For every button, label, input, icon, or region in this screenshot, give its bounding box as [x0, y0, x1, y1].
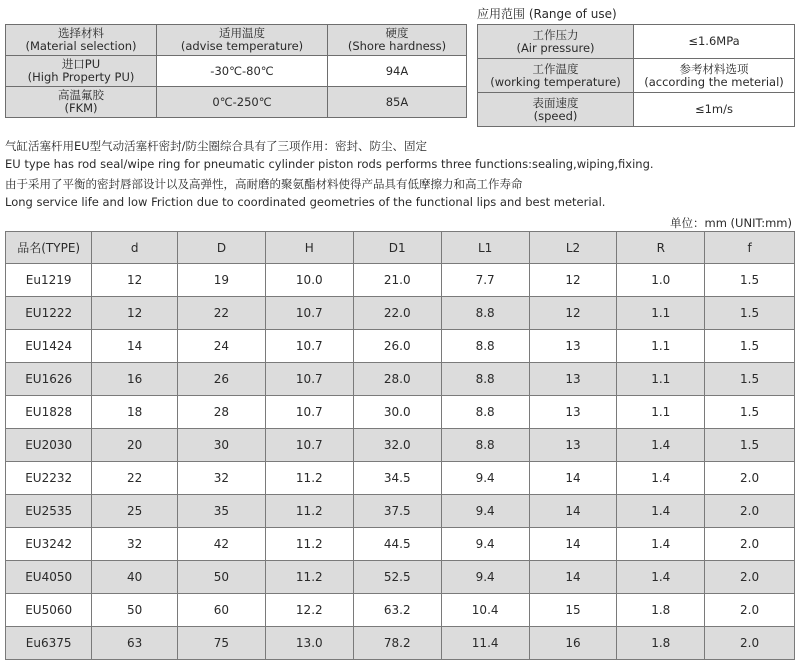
value-cell: 32 [92, 528, 178, 561]
material-name-cn: 高温氟胶 [58, 88, 104, 102]
value-cell: 1.5 [705, 429, 795, 462]
table-row [6, 528, 795, 561]
value-cell: 1.1 [617, 330, 705, 363]
value-cell: 26 [178, 363, 266, 396]
hardness-header-cell [328, 25, 467, 56]
value-cell: 11.2 [265, 462, 353, 495]
value-cell: 10.7 [265, 429, 353, 462]
value-cell: 40 [92, 561, 178, 594]
value-cell: 8.8 [441, 396, 529, 429]
temperature-header-cell [157, 25, 328, 56]
value-cell: 50 [178, 561, 266, 594]
value-cell: 32.0 [353, 429, 441, 462]
range-label-cell [478, 93, 634, 127]
range-value: ≤1m/s [694, 102, 734, 116]
type-cell: Eu1219 [6, 264, 92, 297]
value-cell: 50 [92, 594, 178, 627]
value-cell: 8.8 [441, 429, 529, 462]
range-label-cell [478, 25, 634, 59]
material-hardness-cell: 85A [328, 87, 467, 118]
type-cell: EU1626 [6, 363, 92, 396]
column-header: D [178, 232, 266, 264]
value-cell: 37.5 [353, 495, 441, 528]
range-row-pressure [478, 25, 795, 59]
value-cell: 1.8 [617, 594, 705, 627]
value-cell: 9.4 [441, 462, 529, 495]
value-cell: 14 [529, 495, 617, 528]
range-value-cell [634, 25, 795, 59]
value-cell: 8.8 [441, 363, 529, 396]
value-cell: 75 [178, 627, 266, 660]
value-cell: 2.0 [705, 594, 795, 627]
value-cell: 22 [92, 462, 178, 495]
value-cell: 22.0 [353, 297, 441, 330]
type-cell: EU2030 [6, 429, 92, 462]
value-cell: 44.5 [353, 528, 441, 561]
value-cell: 1.8 [617, 627, 705, 660]
value-cell: 13 [529, 363, 617, 396]
value-cell: 14 [92, 330, 178, 363]
value-cell: 2.0 [705, 462, 795, 495]
description-line-cn-1: 气缸活塞杆用EU型气动活塞杆密封/防尘圈综合具有了三项作用：密封、防尘、固定 [5, 139, 428, 153]
value-cell: 12.2 [265, 594, 353, 627]
spec-table-body [6, 264, 795, 660]
material-name-cell [6, 56, 157, 87]
value-cell: 13 [529, 396, 617, 429]
value-cell: 13 [529, 429, 617, 462]
value-cell: 9.4 [441, 528, 529, 561]
table-row [6, 264, 795, 297]
type-cell: EU5060 [6, 594, 92, 627]
range-label-cell [478, 59, 634, 93]
value-cell: 1.4 [617, 495, 705, 528]
value-cell: 10.7 [265, 330, 353, 363]
material-table [5, 24, 467, 118]
value-cell: 60 [178, 594, 266, 627]
value-cell: 28 [178, 396, 266, 429]
value-cell: 9.4 [441, 495, 529, 528]
type-cell: Eu6375 [6, 627, 92, 660]
value-cell: 9.4 [441, 561, 529, 594]
spec-table-header [6, 232, 795, 264]
value-cell: 18 [92, 396, 178, 429]
value-cell: 63 [92, 627, 178, 660]
column-header: 品名(TYPE) [6, 232, 92, 264]
value-cell: 8.8 [441, 330, 529, 363]
value-cell: 2.0 [705, 561, 795, 594]
value-cell: 63.2 [353, 594, 441, 627]
type-cell: EU3242 [6, 528, 92, 561]
type-cell: EU1424 [6, 330, 92, 363]
value-cell: 8.8 [441, 297, 529, 330]
table-row [6, 429, 795, 462]
value-cell: 24 [178, 330, 266, 363]
table-row [6, 297, 795, 330]
type-cell: EU1222 [6, 297, 92, 330]
value-cell: 42 [178, 528, 266, 561]
value-cell: 78.2 [353, 627, 441, 660]
description-line-en-2: Long service life and low Friction due to coordinated geometries of the functional lips and best meterial. [5, 195, 606, 209]
value-cell: 14 [529, 561, 617, 594]
value-cell: 1.5 [705, 396, 795, 429]
range-label-cn: 工作压力 [532, 27, 579, 42]
table-row [6, 495, 795, 528]
material-row-fkm [6, 87, 467, 118]
value-cell: 11.2 [265, 528, 353, 561]
range-value-cell [634, 59, 795, 93]
range-label-en: (Air pressure) [516, 40, 595, 55]
header-en: (Material selection) [25, 39, 137, 53]
column-header: H [265, 232, 353, 264]
range-value-cn: 参考材料选项 [679, 61, 749, 76]
unit-label: 单位：mm (UNIT:mm) [670, 216, 792, 230]
value-cell: 30.0 [353, 396, 441, 429]
value-cell: 2.0 [705, 627, 795, 660]
material-hardness-cell: 94A [328, 56, 467, 87]
value-cell: 28.0 [353, 363, 441, 396]
type-cell: EU2535 [6, 495, 92, 528]
value-cell: 10.7 [265, 396, 353, 429]
column-header: R [617, 232, 705, 264]
value-cell: 1.1 [617, 396, 705, 429]
column-header: L2 [529, 232, 617, 264]
range-label-cn: 表面速度 [532, 95, 579, 110]
value-cell: 15 [529, 594, 617, 627]
range-of-use-title: 应用范围 (Range of use) [477, 7, 617, 21]
description-line-en-1: EU type has rod seal/wipe ring for pneumatic cylinder piston rods performs three functions:sealing,wiping,fixing. [5, 157, 654, 171]
value-cell: 52.5 [353, 561, 441, 594]
range-label-cn: 工作温度 [532, 61, 579, 76]
value-cell: 1.1 [617, 297, 705, 330]
table-row [6, 330, 795, 363]
table-row [6, 363, 795, 396]
value-cell: 1.5 [705, 363, 795, 396]
header-cn: 适用温度 [219, 26, 265, 40]
value-cell: 35 [178, 495, 266, 528]
value-cell: 11.2 [265, 561, 353, 594]
description-line-cn-2: 由于采用了平衡的密封唇部设计以及高弹性，高耐磨的聚氨酯材料使得产品具有低摩擦力和高工作寿命 [5, 177, 523, 191]
range-value-cell [634, 93, 795, 127]
value-cell: 1.5 [705, 297, 795, 330]
range-value: ≤1.6MPa [688, 34, 740, 48]
value-cell: 1.4 [617, 528, 705, 561]
value-cell: 1.5 [705, 330, 795, 363]
value-cell: 10.7 [265, 297, 353, 330]
value-cell: 34.5 [353, 462, 441, 495]
material-name-cell [6, 87, 157, 118]
value-cell: 11.2 [265, 495, 353, 528]
value-cell: 25 [92, 495, 178, 528]
value-cell: 2.0 [705, 528, 795, 561]
type-cell: EU4050 [6, 561, 92, 594]
material-row-pu [6, 56, 467, 87]
range-label-en: (speed) [533, 108, 578, 123]
value-cell: 12 [529, 264, 617, 297]
column-header: D1 [353, 232, 441, 264]
type-cell: EU2232 [6, 462, 92, 495]
range-value-en: (according the meterial) [644, 74, 784, 89]
value-cell: 26.0 [353, 330, 441, 363]
value-cell: 30 [178, 429, 266, 462]
value-cell: 1.4 [617, 429, 705, 462]
material-header-cell [6, 25, 157, 56]
header-en: (Shore hardness) [347, 39, 447, 53]
value-cell: 10.4 [441, 594, 529, 627]
value-cell: 13 [529, 330, 617, 363]
table-row [6, 627, 795, 660]
value-cell: 16 [92, 363, 178, 396]
material-name-en: (FKM) [64, 101, 98, 115]
value-cell: 22 [178, 297, 266, 330]
value-cell: 19 [178, 264, 266, 297]
value-cell: 10.7 [265, 363, 353, 396]
range-row-temperature [478, 59, 795, 93]
value-cell: 14 [529, 528, 617, 561]
header-cn: 硬度 [385, 26, 409, 40]
value-cell: 10.0 [265, 264, 353, 297]
value-cell: 12 [529, 297, 617, 330]
value-cell: 1.4 [617, 561, 705, 594]
material-table-header [6, 25, 467, 56]
table-row [6, 561, 795, 594]
value-cell: 11.4 [441, 627, 529, 660]
value-cell: 7.7 [441, 264, 529, 297]
value-cell: 21.0 [353, 264, 441, 297]
table-row [6, 462, 795, 495]
header-cn: 选择材料 [58, 26, 104, 40]
table-row [6, 594, 795, 627]
value-cell: 12 [92, 264, 178, 297]
value-cell: 16 [529, 627, 617, 660]
column-header: L1 [441, 232, 529, 264]
column-header: f [705, 232, 795, 264]
value-cell: 14 [529, 462, 617, 495]
value-cell: 20 [92, 429, 178, 462]
range-row-speed [478, 93, 795, 127]
value-cell: 32 [178, 462, 266, 495]
value-cell: 2.0 [705, 495, 795, 528]
range-label-en: (working temperature) [490, 74, 621, 89]
value-cell: 1.1 [617, 363, 705, 396]
column-header: d [92, 232, 178, 264]
value-cell: 12 [92, 297, 178, 330]
material-temp-cell: -30℃-80℃ [157, 56, 328, 87]
value-cell: 1.0 [617, 264, 705, 297]
table-row [6, 396, 795, 429]
type-cell: EU1828 [6, 396, 92, 429]
spec-table [5, 231, 795, 660]
value-cell: 13.0 [265, 627, 353, 660]
header-en: (advise temperature) [180, 39, 304, 53]
material-name-cn: 进口PU [61, 57, 101, 71]
material-temp-cell: 0℃-250℃ [157, 87, 328, 118]
material-name-en: (High Property PU) [27, 70, 135, 84]
range-of-use-table [477, 24, 795, 127]
value-cell: 1.4 [617, 462, 705, 495]
value-cell: 1.5 [705, 264, 795, 297]
